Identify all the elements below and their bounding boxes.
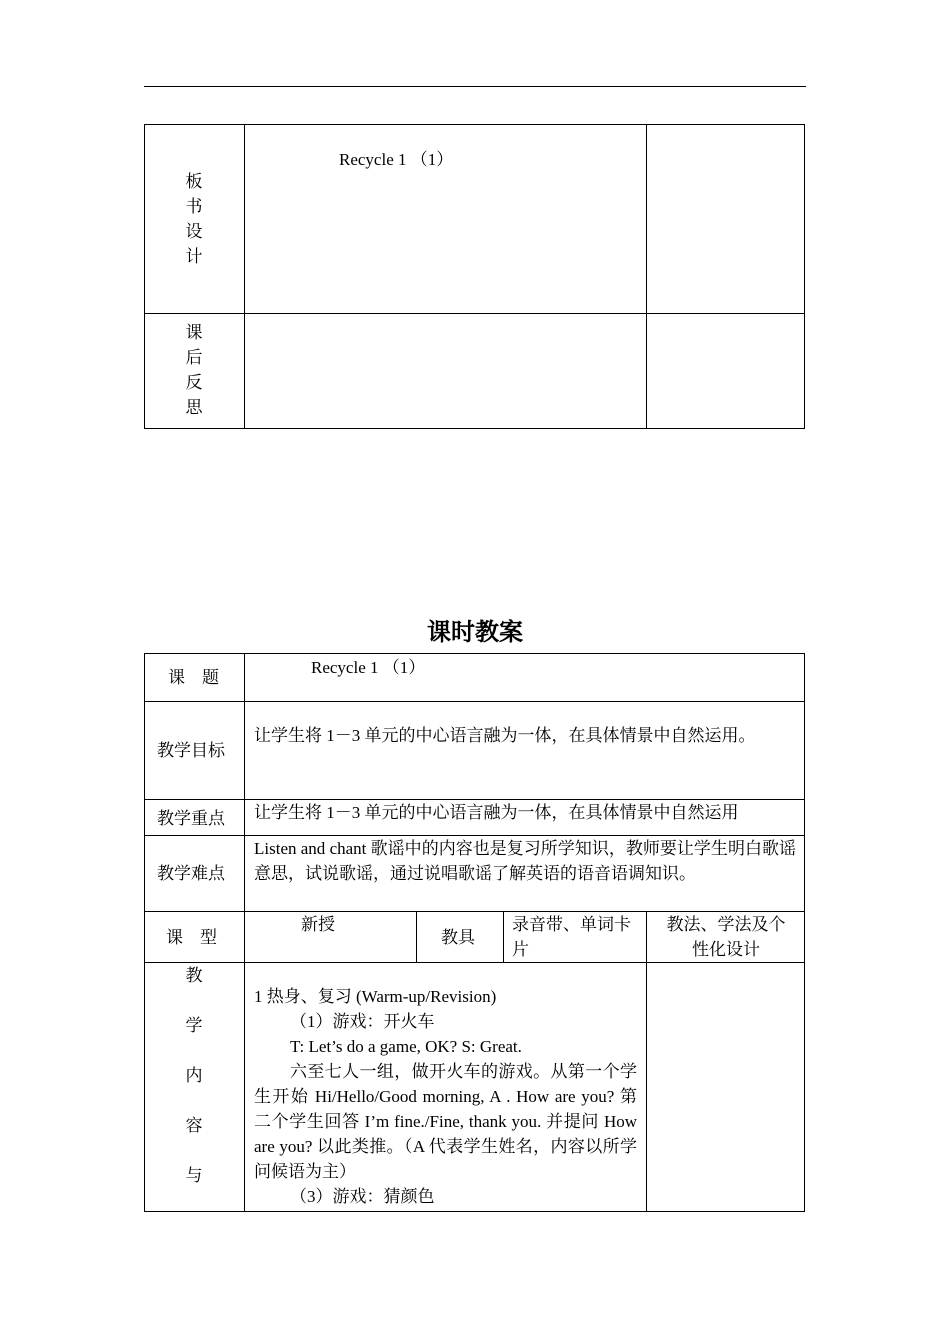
objective-label: 教学目标 — [157, 741, 225, 760]
content-label: 教 学 内 容 与 — [185, 966, 203, 1185]
lesson-type-label: 课 型 — [166, 928, 217, 947]
content-line: （3）游戏：猜颜色 — [290, 1187, 435, 1206]
key-point-value: 让学生将 1－3 单元的中心语言融为一体，在具体情景中自然运用 — [254, 803, 739, 822]
content-body — [254, 984, 637, 1209]
table-divider — [244, 124, 245, 429]
lesson-type-value: 新授 — [301, 915, 335, 934]
table-divider — [646, 124, 647, 429]
table-divider — [144, 701, 805, 702]
topic-value: Recycle 1 （1） — [311, 658, 426, 677]
objective-value: 让学生将 1－3 单元的中心语言融为一体，在具体情景中自然运用。 — [254, 726, 756, 745]
page-title: 课时教案 — [427, 620, 523, 646]
table-divider — [503, 911, 504, 962]
reflection-label: 课 后 反 思 — [185, 323, 203, 417]
table-divider — [646, 911, 647, 1212]
table-divider — [244, 653, 245, 1212]
content-line: 1 热身、复习 (Warm-up/Revision) — [254, 987, 497, 1006]
table-divider — [144, 962, 805, 963]
table-divider — [144, 313, 805, 314]
difficulty-value: Listen and chant 歌谣中的内容也是复习所学知识，教师要让学生明白歌谣意思，试说歌谣，通过说唱歌谣了解英语的语音语调知识。 — [254, 839, 796, 883]
key-point-label: 教学重点 — [157, 809, 225, 828]
blackboard-design-content: Recycle 1 （1） — [339, 150, 454, 169]
content-line: T: Let’s do a game, OK? S: Great. — [290, 1037, 522, 1056]
header-rule — [144, 86, 806, 87]
topic-label: 课 题 — [168, 668, 219, 687]
content-line: （1）游戏：开火车 — [290, 1012, 435, 1031]
difficulty-label: 教学难点 — [157, 864, 225, 883]
teaching-aids-value: 录音带、单词卡片 — [512, 915, 631, 959]
content-paragraph: 六至七人一组，做开火车的游戏。从第一个学生开始 Hi/Hello/Good morning, A . How are you? 第二个学生回答 I’m fine./Fine, thank you. 并提问 How are you? 以此类推。（A 代表学生姓名，内容以所学问候语为主） — [254, 1062, 637, 1181]
teaching-aids-label: 教具 — [441, 928, 475, 947]
table-divider — [416, 911, 417, 962]
method-header: 教法、学法及个性化设计 — [666, 915, 786, 959]
blackboard-design-label: 板 书 设 计 — [185, 172, 203, 266]
